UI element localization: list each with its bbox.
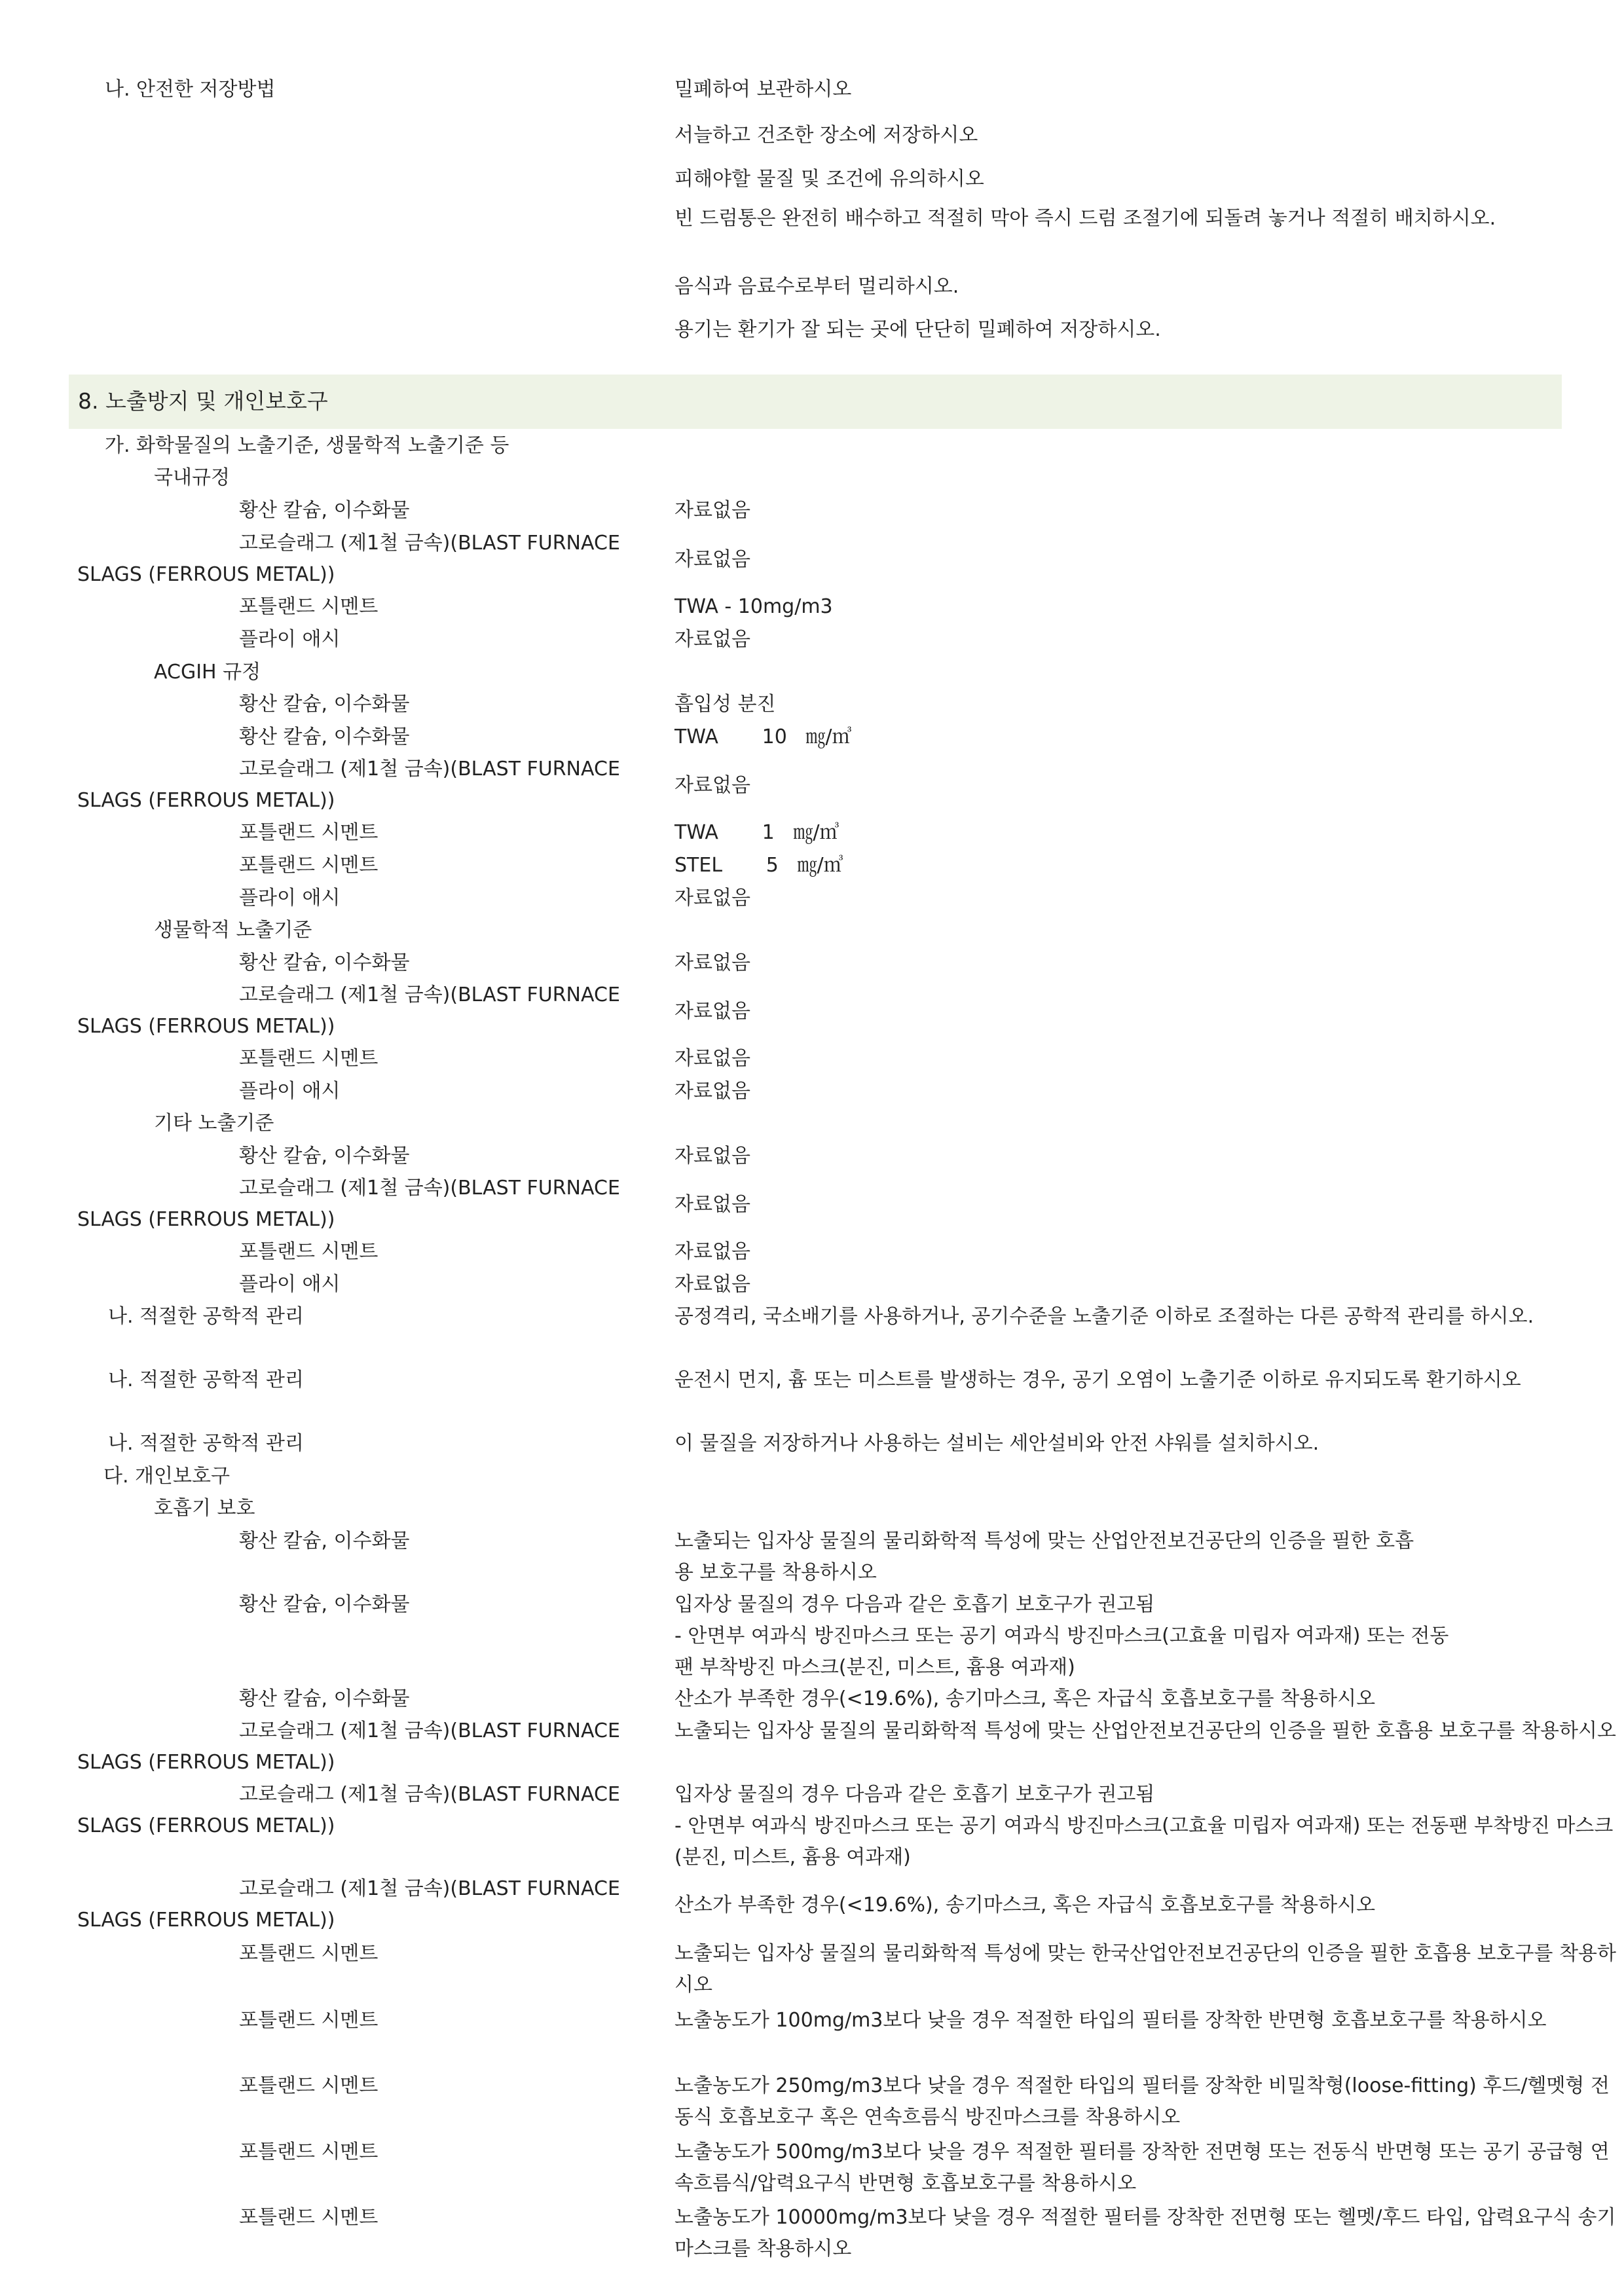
- storage-item: 음식과 음료수로부터 멀리하시오.: [674, 275, 959, 298]
- exposure-value: 흡입성 분진: [674, 693, 776, 716]
- storage-item: 서늘하고 건조한 장소에 저장하시오: [674, 124, 978, 147]
- respiratory-value: 노출농도가 250mg/m3보다 낮을 경우 적절한 타입의 필터를 장착한 비밀착형(loose-fitting) 후드/헬멧형 전동식 호흡보호구 혹은 연속흐름식 방진마스크를 착용하시오: [674, 2074, 1610, 2129]
- substance-name: 포틀랜드 시멘트: [239, 854, 378, 877]
- substance-name: 포틀랜드 시멘트: [239, 2140, 378, 2163]
- substance-name: 포틀랜드 시멘트: [239, 2074, 378, 2097]
- respiratory-value: 노출농도가 10000mg/m3보다 낮을 경우 적절한 필터를 장착한 전면형 또는 헬멧/후드 타입, 압력요구식 송기마스크를 착용하시오: [674, 2206, 1616, 2260]
- section-title: 8. 노출방지 및 개인보호구: [78, 388, 328, 414]
- respiratory-value: 노출되는 입자상 물질의 물리화학적 특성에 맞는 산업안전보건공단의 인증을 필한 호흡용 보호구를 착용하시오: [674, 1530, 1414, 1584]
- substance-name: 고로슬래그 (제1철 금속)(BLAST FURNACE: [239, 758, 620, 780]
- substance-name: 포틀랜드 시멘트: [239, 1047, 378, 1070]
- substance-name: 포틀랜드 시멘트: [239, 2206, 378, 2229]
- substance-name: 황산 칼슘, 이수화물: [239, 1530, 410, 1552]
- respiratory-value: 노출되는 입자상 물질의 물리화학적 특성에 맞는 한국산업안전보건공단의 인증을 필한 호흡용 보호구를 착용하시오: [674, 1942, 1616, 1996]
- substance-name: 고로슬래그 (제1철 금속)(BLAST FURNACE: [239, 1177, 620, 1200]
- engineering-value: 운전시 먼지, 흄 또는 미스트를 발생하는 경우, 공기 오염이 노출기준 이하로 유지되도록 환기하시오: [674, 1368, 1521, 1391]
- exposure-value: 자료없음: [674, 1193, 750, 1216]
- substance-name: 황산 칼슘, 이수화물: [239, 1687, 410, 1710]
- exposure-value: 자료없음: [674, 1000, 750, 1023]
- substance-name: 황산 칼슘, 이수화물: [239, 499, 410, 522]
- substance-name: 포틀랜드 시멘트: [239, 821, 378, 844]
- exposure-value: 자료없음: [674, 1047, 750, 1070]
- respiratory-value: 산소가 부족한 경우(<19.6%), 송기마스크, 혹은 자급식 호흡보호구를 착용하시오: [674, 1894, 1376, 1917]
- substance-name: 플라이 애시: [239, 628, 341, 651]
- substance-name: 황산 칼슘, 이수화물: [239, 725, 410, 748]
- storage-label: 나. 안전한 저장방법: [105, 78, 276, 101]
- exposure-value: 자료없음: [674, 548, 750, 571]
- storage-item: 용기는 환기가 잘 되는 곳에 단단히 밀폐하여 저장하시오.: [674, 318, 1161, 341]
- section-header: [69, 375, 1562, 429]
- engineering-value: 이 물질을 저장하거나 사용하는 설비는 세안설비와 안전 샤워를 설치하시오.: [674, 1432, 1320, 1455]
- substance-name: 황산 칼슘, 이수화물: [239, 1593, 410, 1616]
- substance-name: 플라이 애시: [239, 887, 341, 909]
- other-heading: 기타 노출기준: [154, 1112, 274, 1135]
- ppe-heading: 다. 개인보호구: [103, 1465, 230, 1488]
- substance-name-cont: SLAGS (FERROUS METAL)): [77, 1751, 335, 1774]
- exposure-value: 자료없음: [674, 1273, 750, 1296]
- substance-name-cont: SLAGS (FERROUS METAL)): [77, 563, 335, 586]
- respiratory-value: 노출농도가 100mg/m3보다 낮을 경우 적절한 타입의 필터를 장착한 반면형 호흡보호구를 착용하시오: [674, 2009, 1547, 2032]
- exposure-value: 자료없음: [674, 499, 750, 522]
- acgih-heading: ACGIH 규정: [154, 661, 261, 684]
- exposure-value: 자료없음: [674, 774, 750, 797]
- exposure-value: 자료없음: [674, 628, 750, 651]
- respiratory-value: 입자상 물질의 경우 다음과 같은 호흡기 보호구가 권고됨 - 안면부 여과식 방진마스크 또는 공기 여과식 방진마스크(고효율 미립자 여과재) 또는 전동팬 부착방진 마스크(분진, 미스트, 흄용 여과재): [674, 1593, 1449, 1679]
- substance-name-cont: SLAGS (FERROUS METAL)): [77, 789, 335, 812]
- storage-item: 피해야할 물질 및 조건에 유의하시오: [674, 168, 984, 191]
- substance-name: 황산 칼슘, 이수화물: [239, 951, 410, 974]
- substance-name: 플라이 애시: [239, 1273, 341, 1296]
- exposure-value: TWA 1 ㎎/㎥: [674, 821, 840, 844]
- substance-name-cont: SLAGS (FERROUS METAL)): [77, 1909, 335, 1932]
- substance-name: 포틀랜드 시멘트: [239, 2009, 378, 2032]
- bio-heading: 생물학적 노출기준: [154, 919, 312, 942]
- storage-item: 밀폐하여 보관하시오: [674, 78, 852, 101]
- substance-name: 고로슬래그 (제1철 금속)(BLAST FURNACE: [239, 1877, 620, 1900]
- exposure-value: TWA 10 ㎎/㎥: [674, 725, 852, 748]
- exposure-value: TWA - 10mg/m3: [674, 595, 833, 618]
- substance-name: 고로슬래그 (제1철 금속)(BLAST FURNACE: [239, 1783, 620, 1806]
- engineering-label: 나. 적절한 공학적 관리: [108, 1305, 304, 1328]
- respiratory-value: 노출농도가 500mg/m3보다 낮을 경우 적절한 필터를 장착한 전면형 또는 전동식 반면형 또는 공기 공급형 연속흐름식/압력요구식 반면형 호흡보호구를 착용하시오: [674, 2140, 1610, 2195]
- substance-name: 황산 칼슘, 이수화물: [239, 1145, 410, 1167]
- exposure-value: 자료없음: [674, 1240, 750, 1263]
- exposure-value: 자료없음: [674, 1080, 750, 1103]
- engineering-value: 공정격리, 국소배기를 사용하거나, 공기수준을 노출기준 이하로 조절하는 다른 공학적 관리를 하시오.: [674, 1305, 1534, 1328]
- exposure-heading: 가. 화학물질의 노출기준, 생물학적 노출기준 등: [105, 434, 509, 457]
- respiratory-heading: 호흡기 보호: [154, 1497, 255, 1520]
- exposure-value: 자료없음: [674, 1145, 750, 1167]
- substance-name: 포틀랜드 시멘트: [239, 1942, 378, 1965]
- respiratory-value: 산소가 부족한 경우(<19.6%), 송기마스크, 혹은 자급식 호흡보호구를 착용하시오: [674, 1687, 1376, 1710]
- substance-name: 고로슬래그 (제1철 금속)(BLAST FURNACE: [239, 983, 620, 1006]
- substance-name: 고로슬래그 (제1철 금속)(BLAST FURNACE: [239, 1719, 620, 1742]
- exposure-value: STEL 5 ㎎/㎥: [674, 854, 843, 877]
- engineering-label: 나. 적절한 공학적 관리: [108, 1368, 304, 1391]
- exposure-value: 자료없음: [674, 887, 750, 909]
- substance-name: 고로슬래그 (제1철 금속)(BLAST FURNACE: [239, 532, 620, 555]
- substance-name-cont: SLAGS (FERROUS METAL)): [77, 1015, 335, 1038]
- respiratory-value: 노출되는 입자상 물질의 물리화학적 특성에 맞는 산업안전보건공단의 인증을 필한 호흡용 보호구를 착용하시오: [674, 1719, 1616, 1742]
- substance-name-cont: SLAGS (FERROUS METAL)): [77, 1208, 335, 1231]
- storage-item: 빈 드럼통은 완전히 배수하고 적절히 막아 즉시 드럼 조절기에 되돌려 놓거나 적절히 배치하시오.: [674, 207, 1496, 230]
- engineering-label: 나. 적절한 공학적 관리: [108, 1432, 304, 1455]
- respiratory-value: 입자상 물질의 경우 다음과 같은 호흡기 보호구가 권고됨 - 안면부 여과식 방진마스크 또는 공기 여과식 방진마스크(고효율 미립자 여과재) 또는 전동팬 부착방진 마스크(분진, 미스트, 흄용 여과재): [674, 1783, 1614, 1869]
- substance-name-cont: SLAGS (FERROUS METAL)): [77, 1814, 335, 1837]
- substance-name: 포틀랜드 시멘트: [239, 595, 378, 618]
- substance-name: 플라이 애시: [239, 1080, 341, 1103]
- domestic-heading: 국내규정: [154, 466, 230, 489]
- substance-name: 포틀랜드 시멘트: [239, 1240, 378, 1263]
- substance-name: 황산 칼슘, 이수화물: [239, 693, 410, 716]
- exposure-value: 자료없음: [674, 951, 750, 974]
